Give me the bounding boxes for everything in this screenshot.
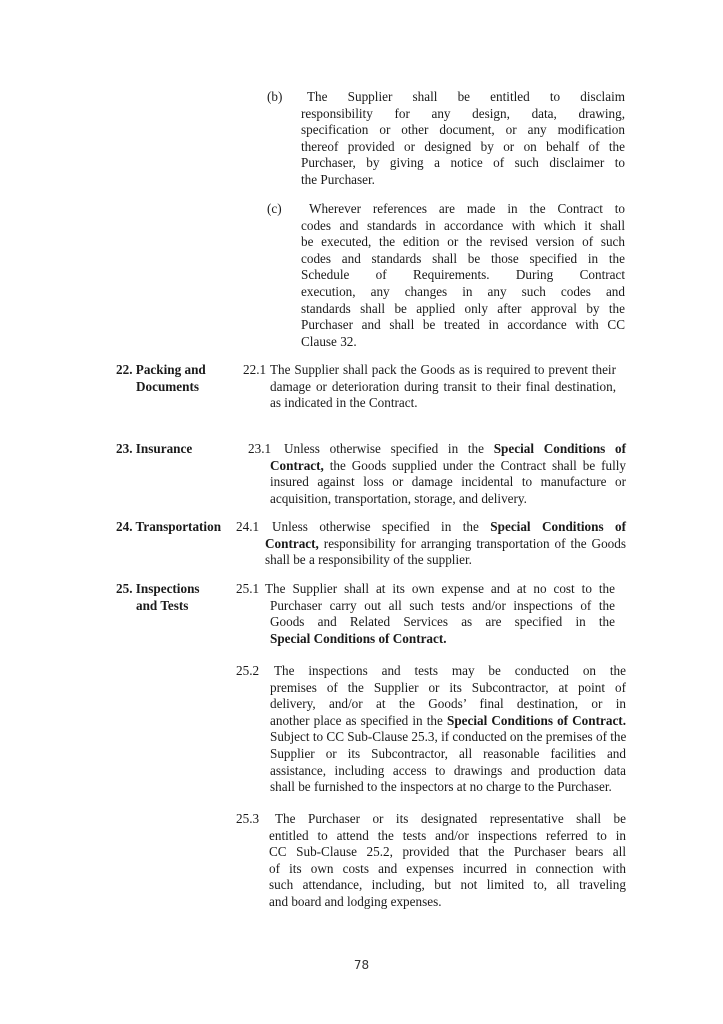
clause-25-1-number: 25.1 xyxy=(236,581,260,596)
item-b-text: The Supplier shall be entitled to disclaim responsibility for any design, data, drawing, specification or other document, or any modification thereof provided or designed by or on behalf of the Purchaser, by giving a notice of such disclaimer to the Purchaser. xyxy=(301,89,625,187)
item-c-text: Wherever references are made in the Contract to codes and standards in accordance with which it shall be executed, the edition or the revised version of such codes and standards shall be those specified in the Schedule of Requirements. During Contract execution, any changes in any such codes and standards shall be applied only after approval by the Purchaser and shall be treated in accordance with CC Clause 32. xyxy=(301,201,625,349)
page-number: 78 xyxy=(353,958,370,972)
clause-24-1-text: Unless otherwise specified in the Special Conditions of Contract, responsibility for arranging transportation of the Goods shall be a responsibility of the supplier. xyxy=(265,519,627,568)
item-c-label: (c) xyxy=(267,201,282,216)
clause-25-1-text: The Supplier shall at its own expense and at no cost to the Purchaser carry out all such tests and/or inspections of the Goods and Related Services as are specified in the Special Conditions of Contract. xyxy=(265,581,615,646)
clause-22-1-number: 22.1 xyxy=(243,362,267,377)
clause-23-1-text: Unless otherwise specified in the Special Conditions of Contract, the Goods supplied under the Contract shall be fully insured against loss or damage incidental to manufacture or acquisition, transportation, storage, and delivery. xyxy=(270,441,627,506)
clause-25-2-number: 25.2 xyxy=(236,663,260,678)
clause-23-1-number: 23.1 xyxy=(248,441,272,456)
clause-25-heading: 25. Inspections and Tests xyxy=(116,581,200,613)
clause-25-2-text: The inspections and tests may be conducted on the premises of the Supplier or its Subcontractor, at point of delivery, and/or at the Goods’ final destination, or in another place as specified in the Special Conditions of Contract. Subject to CC Sub-Clause 25.3, if conducted on the premises of the Supplier or its Subcontractor, all reasonable facilities and assistance, including access to drawings and production data shall be furnished to the inspectors at no charge to the Purchaser. xyxy=(270,663,627,795)
clause-22-1-text: The Supplier shall pack the Goods as is required to prevent their damage or deterioration during transit to their final destination, as indicated in the Contract. xyxy=(270,362,616,411)
clause-24-heading: 24. Transportation xyxy=(116,519,222,534)
clause-24-1-number: 24.1 xyxy=(236,519,260,534)
clause-25-3-number: 25.3 xyxy=(236,811,260,826)
item-b-label: (b) xyxy=(267,89,283,104)
clause-22-heading: 22. Packing and Documents xyxy=(116,362,206,394)
clause-23-heading: 23. Insurance xyxy=(116,441,193,456)
clause-25-3-text: The Purchaser or its designated representative shall be entitled to attend the tests and/or inspections referred to in CC Sub-Clause 25.2, provided that the Purchaser bears all of its own costs and expenses incurred in connection with such attendance, including, but not limited to, all traveling and board and lodging expenses. xyxy=(269,811,626,909)
